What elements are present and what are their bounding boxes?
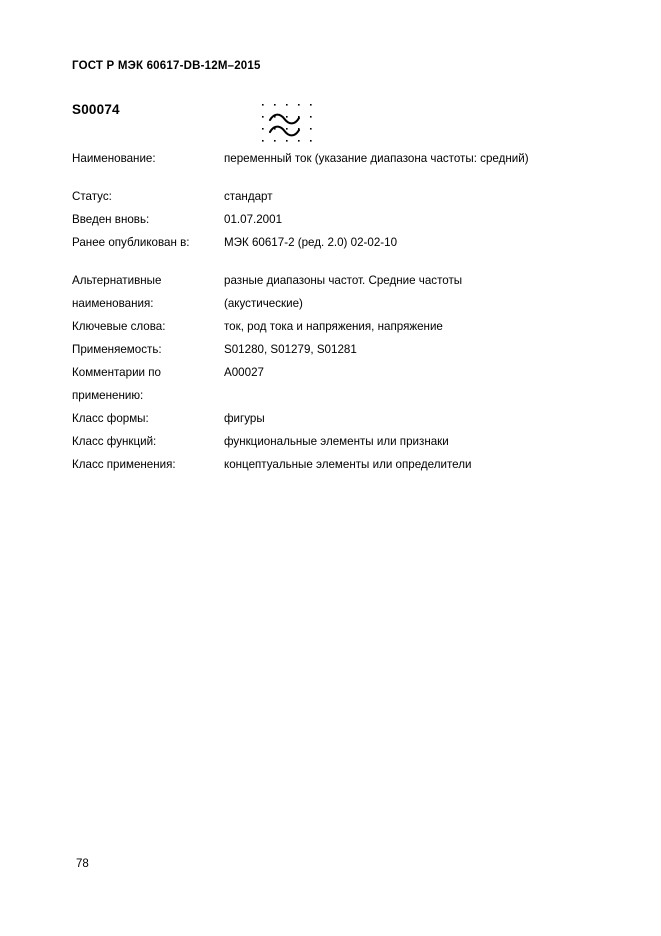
symbol-id-heading: S00074 (72, 102, 120, 117)
property-row-function_class (72, 435, 592, 458)
property-label-applicability (72, 343, 224, 366)
property-value-line: переменный ток (указание диапазона частоты: средний) (224, 152, 529, 165)
property-label-line: Ключевые слова: (72, 320, 166, 333)
property-value-line: A00027 (224, 366, 264, 379)
property-value-line: ток, род тока и напряжения, напряжение (224, 320, 443, 333)
symbol-properties-table (72, 152, 592, 481)
property-row-application_comments (72, 366, 592, 412)
property-value-line: фигуры (224, 412, 265, 425)
property-value-introduced (224, 213, 592, 236)
property-value-line: 01.07.2001 (224, 213, 283, 226)
property-label-alternative_names (72, 274, 224, 320)
property-label-line: Класс формы: (72, 412, 149, 425)
property-label-keywords (72, 320, 224, 343)
property-row-name (72, 152, 592, 190)
property-label-introduced (72, 213, 224, 236)
property-label-previously_published (72, 236, 224, 274)
symbol-graphic (256, 100, 316, 148)
property-value-applicability (224, 343, 592, 366)
property-label-line: Комментарии по (72, 366, 161, 379)
property-value-line2: (акустические) (224, 297, 303, 310)
property-value-line: концептуальные элементы или определители (224, 458, 472, 471)
double-tilde-on-dotted-grid-icon (256, 100, 316, 148)
property-value-line: функциональные элементы или признаки (224, 435, 449, 448)
property-label-application_class (72, 458, 224, 481)
property-value-application_class (224, 458, 592, 481)
property-row-applicability (72, 343, 592, 366)
property-value-previously_published (224, 236, 592, 274)
property-label-line: Класс функций: (72, 435, 157, 448)
property-row-introduced (72, 213, 592, 236)
property-label-application_comments (72, 366, 224, 412)
property-label-line: Статус: (72, 190, 112, 203)
property-label-line2: применению: (72, 389, 144, 402)
property-label-line: Ранее опубликован в: (72, 236, 190, 249)
property-label-line: Альтернативные (72, 274, 162, 287)
page-number: 78 (76, 858, 89, 870)
property-label-name (72, 152, 224, 190)
property-value-function_class (224, 435, 592, 458)
property-label-line2: наименования: (72, 297, 154, 310)
property-label-line: Введен вновь: (72, 213, 150, 226)
property-label-status (72, 190, 224, 213)
property-label-line: Класс применения: (72, 458, 176, 471)
symbol-properties-body (72, 152, 592, 481)
property-row-form_class (72, 412, 592, 435)
property-label-form_class (72, 412, 224, 435)
property-label-line: Применяемость: (72, 343, 162, 356)
property-label-line: Наименование: (72, 152, 156, 165)
property-label-function_class (72, 435, 224, 458)
document-header-standard-title: ГОСТ Р МЭК 60617-DB-12M–2015 (72, 60, 261, 72)
property-value-line: разные диапазоны частот. Средние частоты (224, 274, 463, 287)
property-value-line: стандарт (224, 190, 273, 203)
property-value-application_comments (224, 366, 592, 412)
property-value-form_class (224, 412, 592, 435)
property-row-status (72, 190, 592, 213)
property-value-alternative_names (224, 274, 592, 320)
property-row-application_class (72, 458, 592, 481)
property-row-keywords (72, 320, 592, 343)
property-value-name (224, 152, 592, 190)
property-row-alternative_names (72, 274, 592, 320)
property-value-keywords (224, 320, 592, 343)
property-row-previously_published (72, 236, 592, 274)
property-value-status (224, 190, 592, 213)
property-value-line: МЭК 60617-2 (ред. 2.0) 02-02-10 (224, 236, 398, 249)
property-value-line: S01280, S01279, S01281 (224, 343, 357, 356)
